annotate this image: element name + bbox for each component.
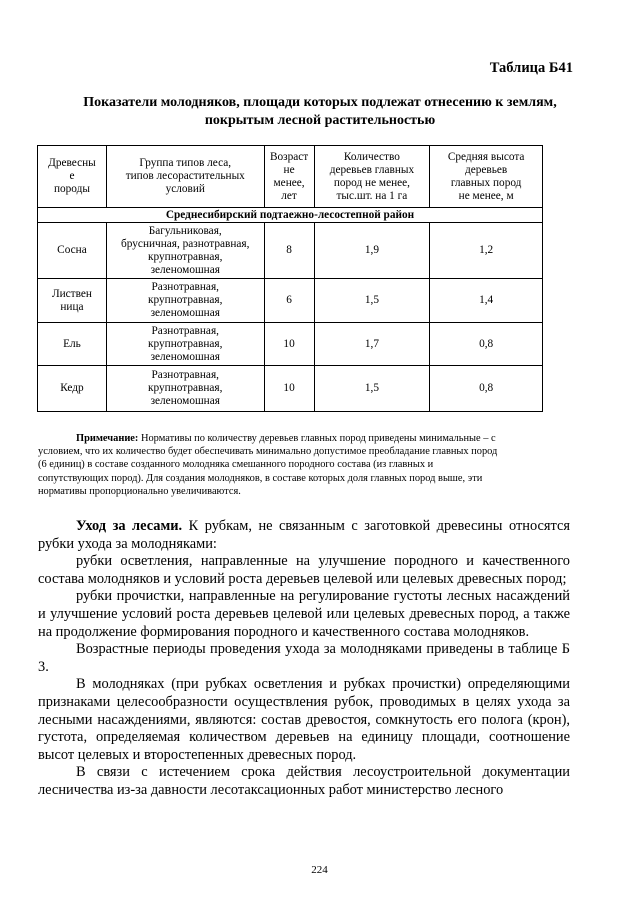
note-line: нормативы пропорционально увеличиваются. xyxy=(38,485,241,497)
header-forest-type xyxy=(106,146,264,208)
header-text: условий xyxy=(165,183,205,195)
height-cell: 1,2 xyxy=(430,223,543,279)
header-text: тыс.шт. на 1 га xyxy=(336,189,408,202)
header-text: не менее, м xyxy=(458,189,514,202)
cell-line: крупнотравная, xyxy=(148,382,223,394)
table-header-row xyxy=(38,146,543,208)
cell-line: зеленомошная xyxy=(150,350,220,363)
table-title-line-1: Показатели молодняков, площади которых подлежат отнесению к землям, xyxy=(83,95,557,110)
forest-type-cell xyxy=(106,323,264,366)
table-row xyxy=(38,366,543,412)
body-text xyxy=(38,518,570,800)
section-heading: Уход за лесами. xyxy=(76,518,183,534)
cell-line: Багульниковая, xyxy=(148,224,222,237)
note-label: Примечание: xyxy=(76,433,139,444)
header-text: типов лесорастительных xyxy=(125,170,245,182)
paragraph: В связи с истечением срока действия лесоустроительной документации лесничества из-за давности лесотаксационных работ министерство лесного xyxy=(38,764,570,798)
count-cell: 1,5 xyxy=(314,366,430,412)
forest-type-cell xyxy=(106,223,264,279)
height-cell: 0,8 xyxy=(430,323,543,366)
table-note xyxy=(38,432,568,498)
forest-type-cell xyxy=(106,279,264,323)
note-line xyxy=(38,432,568,445)
height-cell: 0,8 xyxy=(430,366,543,412)
young-stands-table xyxy=(37,145,543,412)
header-text: лет xyxy=(281,189,297,202)
table-title xyxy=(30,94,610,130)
cell-line: Разнотравная, xyxy=(151,369,219,381)
table-row xyxy=(38,223,543,279)
paragraph-text: К рубкам, не связанным с заготовкой древесины относятся рубки ухода за молодняками: xyxy=(38,518,570,552)
age-cell: 10 xyxy=(264,366,314,412)
header-text: главных пород xyxy=(450,176,522,189)
count-cell: 1,9 xyxy=(314,223,430,279)
forest-type-cell xyxy=(106,366,264,412)
paragraph: Возрастные периоды проведения ухода за молодняками приведены в таблице Б 3. xyxy=(38,641,570,675)
header-text: породы xyxy=(53,183,90,195)
cell-line: зеленомошная xyxy=(150,263,220,276)
cell-line: крупнотравная, xyxy=(148,250,223,263)
cell-line: зеленомошная xyxy=(150,307,220,319)
header-text: Группа типов леса, xyxy=(139,157,232,169)
page-number: 224 xyxy=(311,864,328,876)
header-text: е xyxy=(69,170,75,182)
table-title-line-2: покрытым лесной растительностью xyxy=(204,113,436,128)
note-line: (6 единиц) в составе созданного молодняка смешанного породного состава (из главных и xyxy=(38,459,434,471)
header-text: деревьев главных xyxy=(329,163,415,176)
age-cell: 8 xyxy=(264,223,314,279)
table-id: Таблица Б41 xyxy=(489,60,573,76)
note-line: сопутствующих пород). Для создания молодняков, в составе которых доля главных пород выше, эти xyxy=(38,472,483,484)
cell-line: крупнотравная, xyxy=(148,337,223,350)
cell-line: ница xyxy=(60,300,84,313)
table-row xyxy=(38,279,543,323)
cell-line: крупнотравная, xyxy=(148,294,223,306)
header-species xyxy=(38,146,107,208)
header-tree-count xyxy=(314,146,430,208)
species-cell: Сосна xyxy=(38,223,107,279)
paragraph: рубки осветления, направленные на улучшение породного и качественного состава молодняков и условий роста деревьев целевой или целевых древесных пород; xyxy=(38,553,570,587)
header-text: менее, xyxy=(273,176,305,189)
header-text: Древесны xyxy=(48,157,96,169)
header-text: не xyxy=(283,163,295,176)
height-cell: 1,4 xyxy=(430,279,543,323)
header-age xyxy=(264,146,314,208)
header-text: Количество xyxy=(343,150,400,163)
note-line: условием, что их количество будет обеспечивать минимально допустимое преобладание главных пород xyxy=(38,446,498,458)
header-text: деревьев xyxy=(465,163,508,176)
header-text: пород не менее, xyxy=(333,176,410,189)
age-cell: 6 xyxy=(264,279,314,323)
cell-line: Разнотравная, xyxy=(151,281,219,293)
cell-line: Разнотравная, xyxy=(151,324,219,337)
paragraph: рубки прочистки, направленные на регулирование густоты лесных насаждений и улучшение условий роста деревьев целевой или целевых древесных пород, а также на продолжение формирования породного и качественного состава молодняков. xyxy=(38,588,570,640)
note-text: Нормативы по количеству деревьев главных пород приведены минимальные – с xyxy=(138,433,496,444)
region-row: Среднесибирский подтаежно-лесостепной район xyxy=(38,208,543,223)
header-text: Возраст xyxy=(269,150,309,163)
cell-line: брусничная, разнотравная, xyxy=(121,237,250,250)
paragraph xyxy=(38,518,570,553)
paragraph: В молодняках (при рубках осветления и рубках прочистки) определяющими признаками целесообразности осуществления рубок, проводимых в целях ухода за лесными насаждениями, являются: состав древостоя, сомкнутость его полога (крон), густота, определяемая количеством деревьев на единицу площади, соотношение высот целевых и второстепенных древесных пород. xyxy=(38,676,570,763)
species-cell xyxy=(38,279,107,323)
header-text: Средняя высота xyxy=(447,150,525,163)
age-cell: 10 xyxy=(264,323,314,366)
species-cell: Кедр xyxy=(38,366,107,412)
header-average-height xyxy=(430,146,543,208)
count-cell: 1,5 xyxy=(314,279,430,323)
species-cell: Ель xyxy=(38,323,107,366)
cell-line: Листвен xyxy=(51,287,92,300)
table-row xyxy=(38,323,543,366)
count-cell: 1,7 xyxy=(314,323,430,366)
cell-line: зеленомошная xyxy=(150,395,220,407)
